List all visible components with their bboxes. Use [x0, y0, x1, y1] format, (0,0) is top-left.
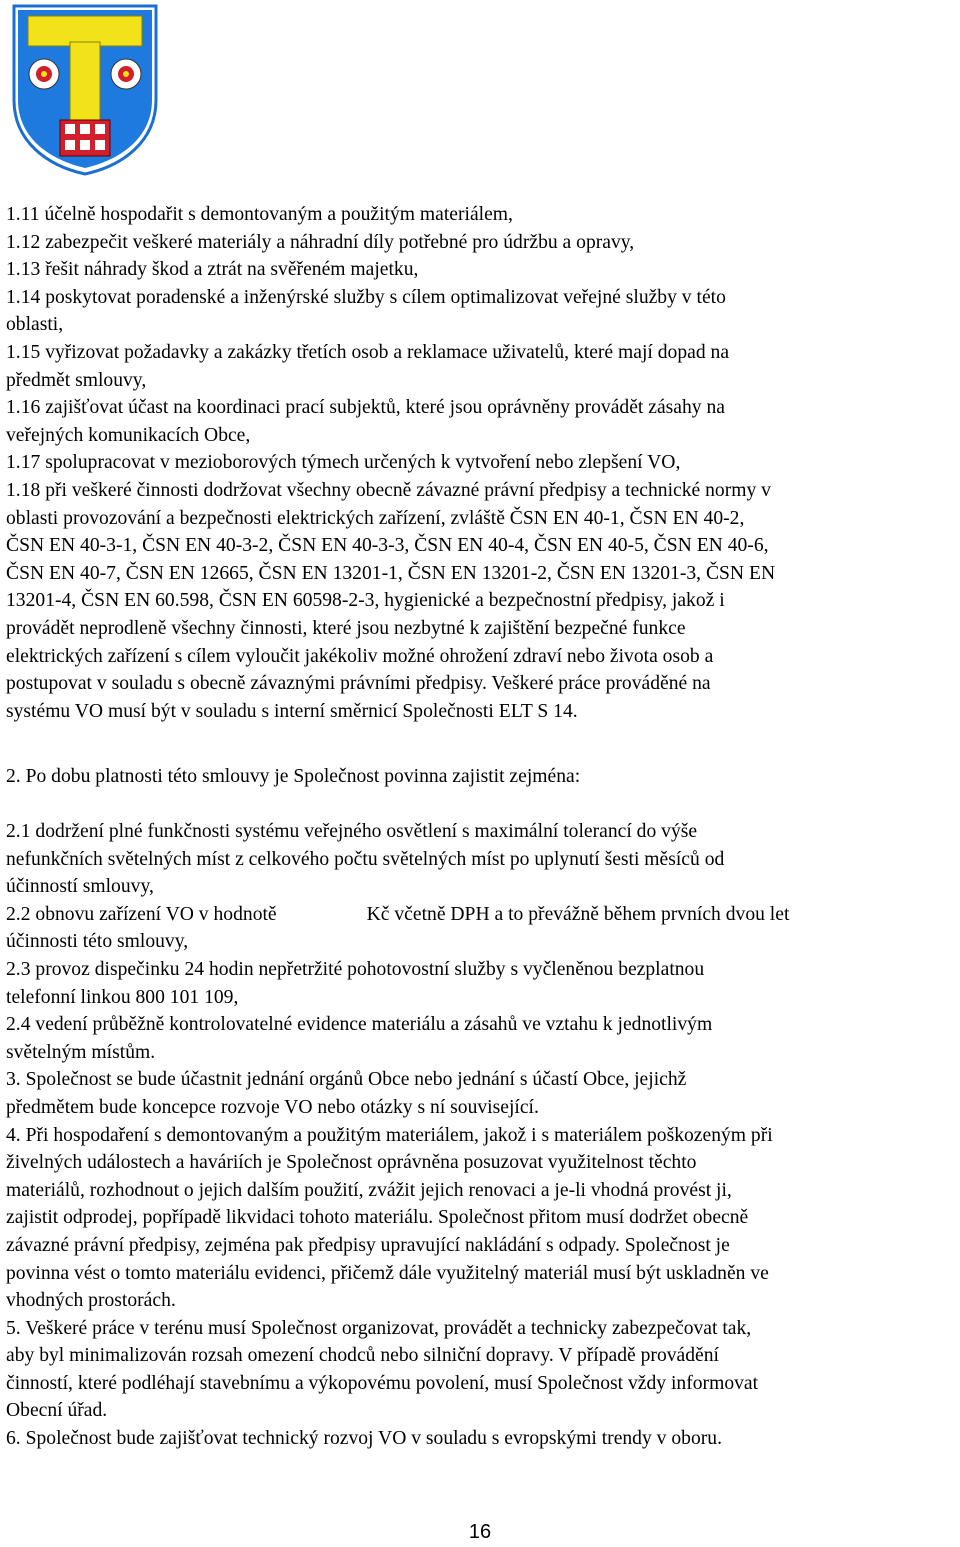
list-1-11-14 — [6, 201, 956, 725]
item-1-12: 1.12 zabezpečit veškeré materiály a náhradní díly potřebné pro údržbu a opravy, — [6, 231, 635, 253]
item-1-18-line-6: provádět neprodleně všechny činnosti, které jsou nezbytné k zajištění bezpečné funkce — [6, 617, 686, 639]
item-5-line-2: aby byl minimalizován rozsah omezení chodců nebo silniční dopravy. V případě provádění — [6, 1345, 719, 1367]
item-2-4-line-2: světelným místům. — [6, 1041, 156, 1063]
item-1-15-line-1: 1.15 vyřizovat požadavky a zakázky třetích osob a reklamace uživatelů, které mají dopad na — [6, 341, 730, 363]
item-2-3-line-1: 2.3 provoz dispečinku 24 hodin nepřetržité pohotovostní služby s vyčleněnou bezplatnou — [6, 958, 705, 980]
item-1-17: 1.17 spolupracovat v mezioborových týmech určených k vytvoření nebo zlepšení VO, — [6, 452, 681, 474]
item-2-2-line-2: účinnosti této smlouvy, — [6, 931, 189, 953]
item-1-18-line-7: elektrických zařízení s cílem vyloučit jakékoliv možné ohrožení zdraví nebo života osob a — [6, 645, 714, 667]
item-1-15-line-2: předmět smlouvy, — [6, 369, 147, 391]
item-1-11: 1.11 účelně hospodařit s demontovaným a použitým materiálem, — [6, 204, 513, 225]
item-6: 6. Společnost bude zajišťovat technický rozvoj VO v souladu s evropskými trendy v oboru. — [6, 1428, 722, 1450]
rose-right-icon — [111, 59, 141, 89]
page-number: 16 — [468, 1521, 492, 1543]
item-1-13: 1.13 řešit náhrady škod a ztrát na svěřeném majetku, — [6, 259, 419, 281]
item-2-3-line-2: telefonní linkou 800 101 109, — [6, 986, 239, 1008]
item-4-line-7: vhodných prostorách. — [6, 1290, 176, 1312]
item-4-line-1: 4. Při hospodaření s demontovaným a použitým materiálem, jakož i s materiálem poškozeným při — [6, 1124, 773, 1146]
item-5-line-3: činností, které podléhají stavebnímu a výkopovému povolení, musí Společnost vždy informovat — [6, 1372, 759, 1394]
list-2-and-following — [6, 818, 956, 1453]
item-1-18-line-8: postupovat v souladu s obecně závaznými právními předpisy. Veškeré práce prováděné na — [6, 673, 711, 695]
item-3-line-2: předmětem bude koncepce rozvoje VO nebo otázky s ní související. — [6, 1096, 539, 1118]
item-2-1-line-2: nefunkčních světelných míst z celkového počtu světelných míst po uplynutí šesti měsíců od — [6, 848, 725, 870]
item-3-line-1: 3. Společnost se bude účastnit jednání orgánů Obce nebo jednání s účastí Obce, jejichž — [6, 1069, 687, 1091]
item-4-line-2: živelných událostech a haváriích je Společnost oprávněna posuzovat využitelnost těchto — [6, 1152, 697, 1174]
item-4-line-6: povinna vést o tomto materiálu evidenci, přičemž dále využitelný materiál musí být uskladněn ve — [6, 1262, 769, 1284]
rose-left-icon — [29, 59, 59, 89]
item-1-18-line-1: 1.18 při veškeré činnosti dodržovat všechny obecně závazné právní předpisy a technické normy v — [6, 479, 771, 501]
item-4-line-4: zajistit odprodej, popřípadě likvidaci tohoto materiálu. Společnost přitom musí dodržet obecně — [6, 1207, 749, 1229]
item-5-line-1: 5. Veškeré práce v terénu musí Společnost organizovat, provádět a technicky zabezpečovat tak, — [6, 1317, 752, 1339]
item-2-4-line-1: 2.4 vedení průběžně kontrolovatelné evidence materiálu a zásahů ve vztahu k jednotlivým — [6, 1014, 713, 1036]
item-4-line-5: závazné právní předpisy, zejména pak předpisy upravující nakládání s odpady. Společnost je — [6, 1234, 730, 1256]
coat-of-arms-logo — [10, 2, 160, 176]
item-2-1-line-3: účinností smlouvy, — [6, 876, 154, 898]
item-5-line-4: Obecní úřad. — [6, 1400, 108, 1422]
item-1-18-line-5: 13201-4, ČSN EN 60.598, ČSN EN 60598-2-3, hygienické a bezpečnostní předpisy, jakož i — [6, 590, 725, 612]
item-2-2-part-2: Kč včetně DPH a to převážně během prvních dvou let — [366, 903, 790, 925]
item-1-18-line-9: systému VO musí být v souladu s interní směrnicí Společnosti ELT S 14. — [6, 700, 578, 722]
item-1-14-line-2: oblasti, — [6, 314, 64, 336]
item-4-line-3: materiálů, rozhodnout o jejich dalším použití, zvážit jejich renovaci a je-li vhodná provést ji, — [6, 1179, 732, 1201]
section-2-heading-block — [6, 763, 956, 791]
section-2-heading: 2. Po dobu platnosti této smlouvy je Společnost povinna zajistit zejména: — [6, 766, 581, 787]
item-1-18-line-3: ČSN EN 40-3-1, ČSN EN 40-3-2, ČSN EN 40-3-3, ČSN EN 40-4, ČSN EN 40-5, ČSN EN 40-6, — [6, 535, 769, 557]
item-2-2-line-1 — [6, 901, 956, 929]
item-1-18-line-2: oblasti provozování a bezpečnosti elektrických zařízení, zvláště ČSN EN 40-1, ČSN EN 40-2, — [6, 507, 745, 529]
item-1-16-line-2: veřejných komunikacích Obce, — [6, 424, 251, 446]
item-2-1-line-1: 2.1 dodržení plné funkčnosti systému veřejného osvětlení s maximální tolerancí do výše — [6, 821, 698, 842]
item-1-16-line-1: 1.16 zajišťovat účast na koordinaci prací subjektů, které jsou oprávněny provádět zásahy na — [6, 397, 725, 419]
item-1-18-line-4: ČSN EN 40-7, ČSN EN 12665, ČSN EN 13201-1, ČSN EN 13201-2, ČSN EN 13201-3, ČSN EN — [6, 562, 776, 584]
item-2-2-part-1: 2.2 obnovu zařízení VO v hodnotě — [6, 903, 277, 925]
item-1-14-line-1: 1.14 poskytovat poradenské a inženýrské služby s cílem optimalizovat veřejné služby v této — [6, 286, 726, 308]
